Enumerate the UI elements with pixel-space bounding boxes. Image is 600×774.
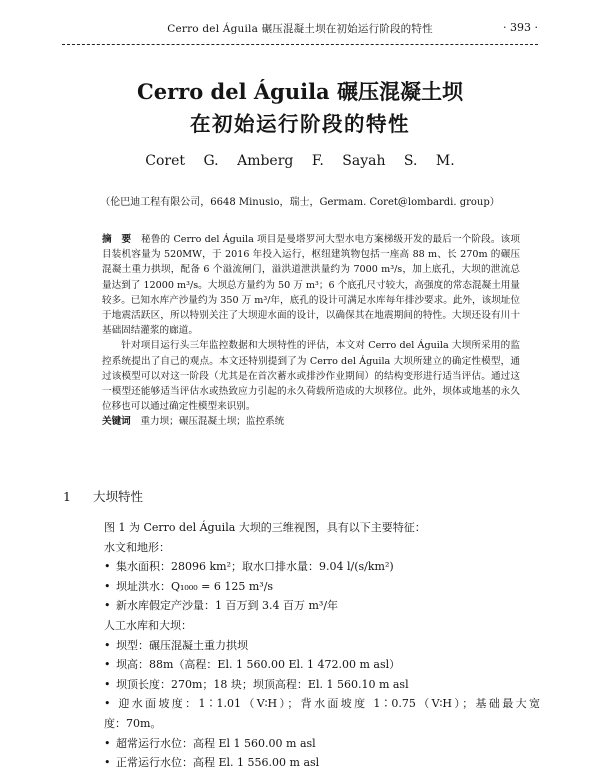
abstract-block [102, 232, 520, 430]
list-item: • 坝高：88m（高程：El. 1 560.00 El. 1 472.00 m asl） [104, 655, 540, 675]
body-intro: 图 1 为 Cerro del Águila 大坝的三维视图，具有以下主要特征： [104, 521, 426, 534]
section-number: 1 [63, 489, 71, 504]
author-name: Amberg F. [237, 153, 324, 169]
subheading-hydrology: 水文和地形： [104, 540, 170, 554]
list-item: • 超常运行水位：高程 El 1 560.00 m asl [104, 734, 540, 754]
author-name: Coret G. [145, 153, 219, 169]
header-rule [62, 44, 538, 45]
paper-title-line1: Cerro del Águila 碾压混凝土坝 [137, 79, 463, 104]
list-item-line1: • 迎水面坡度：1∶1.01（V∶H）；背水面坡度 1∶0.75（V∶H）；基础最大宽 [104, 694, 540, 714]
list-item: • 坝型：碾压混凝土重力拱坝 [104, 636, 540, 656]
subheading-reservoir-dam: 人工水库和大坝： [104, 618, 192, 632]
section-body [104, 518, 540, 773]
section-title: 大坝特性 [93, 489, 144, 504]
abstract-paragraph-2: 针对项目运行头三年监控数据和大坝特性的评估，本文对 Cerro del Águila 大坝所采用的监控系统提出了自己的观点。本文还特别提到了为 Cerro del Águila 大坝所建立的确定性模型，通过该模型可以对这一阶段（尤其是在首次蓄水或排沙作业期间）的结构变形进行适当评估。通过这一模型还能够适当评估水或热致应力引起的永久荷载所造成的大坝移位。此外，坝体或地基的永久位移也可以通过确定性模型来识别。 [102, 340, 520, 413]
list-item: • 坝顶长度：270m；18 块；坝顶高程：El. 1 560.10 m asl [104, 675, 540, 695]
list-item-line2: 度：70m。 [104, 716, 162, 730]
list-item [65, 694, 540, 733]
list-item: • 坝址洪水：Q₁₀₀₀ = 6 125 m³/s [104, 577, 540, 597]
abstract-label: 摘 要 [102, 234, 132, 245]
abstract-text: 秘鲁的 Cerro del Águila 项目是曼塔罗河大型水电方案梯级开发的最后一个阶段。该项目装机容量为 520MW，于 2016 年投入运行，枢纽建筑物包括一座高 88 m、长 270m 的碾压混凝土重力拱坝，配备 6 个溢流闸门，溢洪道泄洪量约为 7000 m³/s，加上底孔，大坝的泄流总量达到了 12000 m³/s。大坝总方量约为 50 万 m³；6 个底孔尺寸较大，高强度的常态混凝土用量较多。已知水库产沙量约为 350 万 m³/年，底孔的设计可满足水库每年排沙要求。此外，该坝址位于地震活跃区，所以特别关注了大坝迎水面的设计，以确保其在地震期间的特性。大坝还设有川十基础固结灌浆的廊道。 [102, 234, 521, 337]
page-number: · 393 · [503, 21, 538, 34]
section-heading [63, 487, 143, 505]
list-item: • 正常运行水位：高程 El. 1 556.00 m asl [104, 753, 540, 773]
affiliation: （伦巴迪工程有限公司，6648 Minusio，瑞士，Germam. Coret@lombardi. group） [100, 197, 500, 208]
paper-title-line2: 在初始运行阶段的特性 [190, 112, 410, 136]
author-name: Sayah S. M. [342, 153, 455, 169]
keywords-line [102, 414, 520, 429]
author-list [0, 153, 600, 169]
list-item: • 新水库假定产沙量：1 百万到 3.4 百万 m³/年 [104, 596, 540, 616]
list-item: • 集水面积：28096 km²；取水口排水量：9.04 l/(s/km²) [104, 557, 540, 577]
keywords-label: 关键词 [102, 416, 131, 428]
running-header-title: Cerro del Águila 碾压混凝土坝在初始运行阶段的特性 [167, 23, 433, 35]
abstract-paragraph [102, 232, 520, 338]
keywords-text: 重力坝；碾压混凝土坝；监控系统 [140, 416, 285, 428]
